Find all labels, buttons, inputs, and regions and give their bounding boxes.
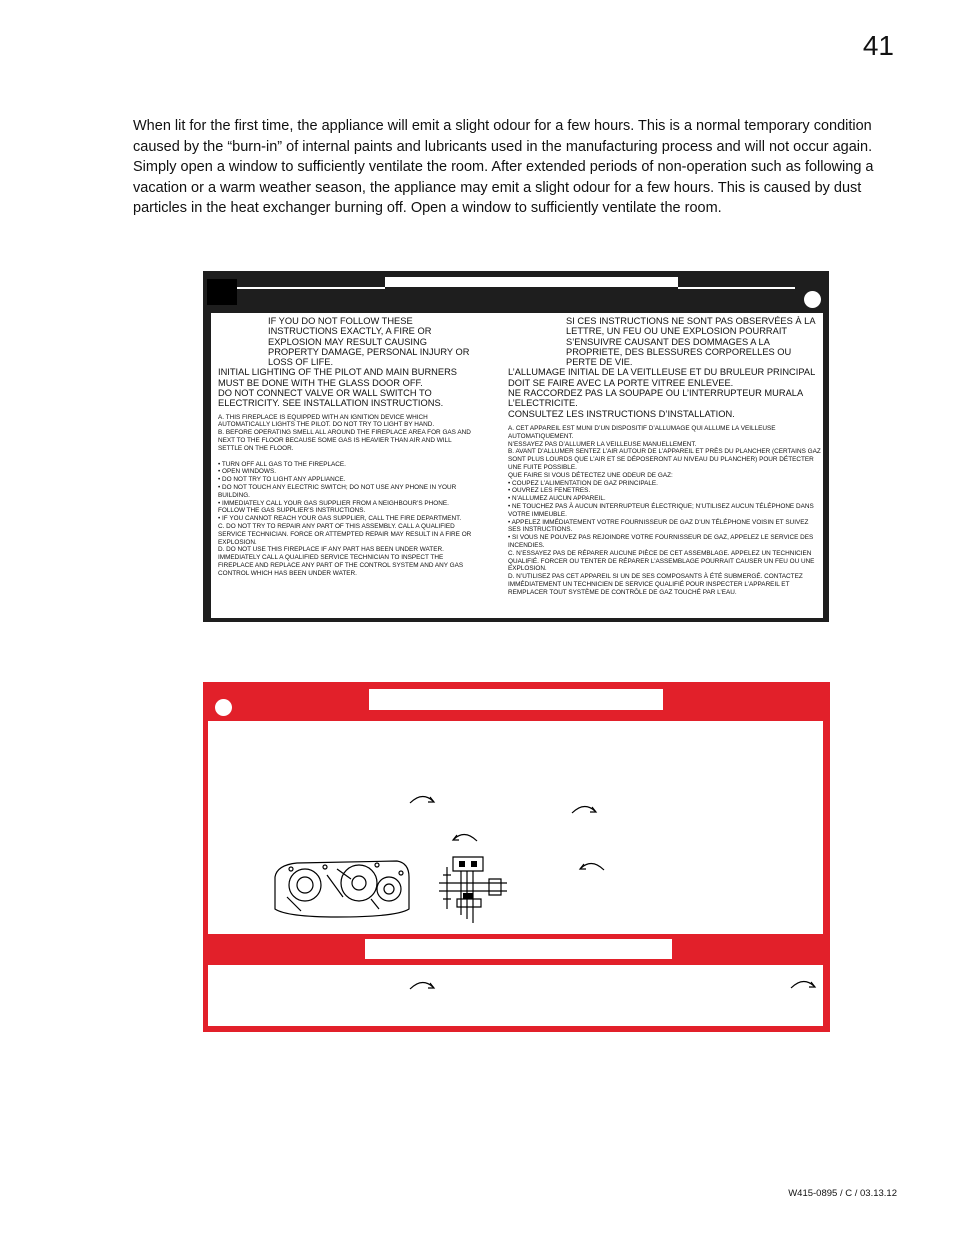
- gas-valve-diagram: [267, 849, 517, 931]
- safety-english-column: [218, 316, 474, 578]
- counterclockwise-arrow-icon: [451, 831, 479, 843]
- safety-en-bullet: • IF YOU CANNOT REACH YOUR GAS SUPPLIER, CALL THE FIRE DEPARTMENT.: [218, 515, 462, 523]
- warning-corner-block: [207, 279, 237, 305]
- safety-fr-consult: CONSULTEZ LES INSTRUCTIONS D’INSTALLATION.: [508, 408, 735, 419]
- safety-fr-warning: SI CES INSTRUCTIONS NE SONT PAS OBSERVÉES À LA LETTRE, UN FEU OU UNE EXPLOSION POURRAIT S’ENSUIVRE CAUSANT DES DOMMAGES A LA PROPRIETE, DES BLESSURES CORPORELLES OU PERTE DE VIE.: [566, 316, 816, 368]
- turn-off-title-bar: [365, 939, 672, 959]
- safety-en-bullet: • IMMEDIATELY CALL YOUR GAS SUPPLIER FROM A NEIGHBOUR’S PHONE. FOLLOW THE GAS SUPPLIER’S INSTRUCTIONS.: [218, 499, 449, 515]
- intro-paragraph: When lit for the first time, the appliance will emit a slight odour for a few hours. This is a normal temporary condition caused by the “burn-in” of internal paints and lubricants used in the manufacturing process and will not occur again. Simply open a window to sufficiently ventilate the room. After extended periods of non-operation such as following a vacation or a warm weather season, the appliance may emit a slight odour for a few hours. This is caused by dust particles in the heat exchanger burning off. Open a window to sufficiently ventilate the room.: [133, 118, 874, 216]
- safety-en-connect-warning: DO NOT CONNECT VALVE OR WALL SWITCH TO ELECTRICITY. SEE INSTALLATION INSTRUCTIONS.: [218, 388, 444, 409]
- page-number: 41: [862, 30, 894, 61]
- safety-fr-bullet: • APPELEZ IMMÉDIATEMENT VOTRE FOURNISSEUR DE GAZ D’UN TÉLÉPHONE VOISIN ET SUIVEZ SES INSTRUCTIONS.: [508, 518, 809, 534]
- safety-fr-line: INCENDIES.: [508, 541, 545, 549]
- safety-fr-bullet: • N’ALLUMEZ AUCUN APPAREIL.: [508, 495, 606, 503]
- safety-fr-step-b: B. AVANT D’ALLUMER SENTEZ L’AIR AUTOUR DE L’APPAREIL ET PRÈS DU PLANCHER (CERTAINS GAZ SONT PLUS LOURDS QUE L’AIR ET SE DÉPOSERONT AU NIVEAU DU PLANCHER) POUR DÉTECTER UNE FUITE POSSIBLE.: [508, 448, 821, 471]
- safety-fr-initial-lighting: L’ALLUMAGE INITIAL DE LA VEITLLEUSE ET DU BRULEUR PRINCIPAL DOIT SE FAIRE AVEC LA PORTE VITREE ENLEVEE.: [508, 367, 815, 388]
- header-rule-left: [237, 287, 385, 289]
- safety-fr-bullet: • SI VOUS NE POUVEZ PAS REJOINDRE VOTRE FOURNISSEUR DE GAZ, APPELEZ LE SERVICE DES: [508, 534, 814, 542]
- safety-fr-step-d: D. N’UTILISEZ PAS CET APPAREIL SI UN DE SES COMPOSANTS À ÉTÉ SUBMERGÉ. CONTACTEZ IMMÉDIATEMENT UN TECHNICIEN DE SERVICE QUALIFIÉ POUR INSPECTER L’APPAREIL ET REMPLACER TOUT SYSTÈME DE CONTRÔLE DE GAZ TOUCHÉ PAR L’EAU.: [508, 573, 803, 596]
- safety-content-panel: [211, 313, 823, 618]
- safety-fr-bullet: • COUPEZ L’ALIMENTATION DE GAZ PRINCIPALE.: [508, 479, 658, 487]
- safety-french-column: [508, 316, 822, 597]
- safety-en-step-b: B. BEFORE OPERATING SMELL ALL AROUND THE FIREPLACE AREA FOR GAS AND NEXT TO THE FLOOR BECAUSE SOME GAS IS HEAVIER THAN AIR AND WILL SETTLE ON THE FLOOR.: [218, 429, 471, 452]
- safety-fr-bullet: • OUVREZ LES FENETRES.: [508, 487, 591, 495]
- safety-en-bullet: • DO NOT TOUCH ANY ELECTRIC SWITCH; DO NOT USE ANY PHONE IN YOUR BUILDING.: [218, 484, 457, 499]
- safety-en-step-d: D. DO NOT USE THIS FIREPLACE IF ANY PART HAS BEEN UNDER WATER. IMMEDIATELY CALL A QUALIFIED SERVICE TECHNICIAN TO INSPECT THE FIREPLACE AND REPLACE ANY PART OF THE CONTROL SYSTEM AND ANY GAS CONTROL WHICH HAS BEEN UNDER WATER.: [218, 546, 464, 577]
- safety-fr-line: QUE FAIRE SI VOUS DÉTECTEZ UNE ODEUR DE GAZ:: [508, 471, 673, 479]
- safety-en-bullet: • OPEN WINDOWS.: [218, 468, 276, 476]
- safety-fr-bullet: • NE TOUCHEZ PAS À AUCUN INTERRUPTEUR ÉLECTRIQUE; N’UTILISEZ AUCUN TÉLÉPHONE DANS VOTRE IMMEUBLE.: [508, 502, 814, 518]
- safety-en-bullet: • TURN OFF ALL GAS TO THE FIREPLACE.: [218, 460, 346, 468]
- turn-off-instructions-panel: [208, 965, 823, 1026]
- warning-circle-icon: [804, 291, 821, 308]
- safety-en-step-a: A. THIS FIREPLACE IS EQUIPPED WITH AN IGNITION DEVICE WHICH AUTOMATICALLY LIGHTS THE PILOT. DO NOT TRY TO LIGHT BY HAND.: [218, 413, 435, 429]
- counterclockwise-arrow-icon: [578, 860, 606, 872]
- lighting-title-bar: [369, 689, 663, 710]
- clockwise-arrow-icon: [570, 803, 598, 815]
- header-rule-right: [678, 287, 795, 289]
- safety-en-warning: IF YOU DO NOT FOLLOW THESE INSTRUCTIONS EXACTLY, A FIRE OR EXPLOSION MAY RESULT CAUSING PROPERTY DAMAGE, PERSONAL INJURY OR LOSS OF LIFE.: [268, 316, 470, 368]
- lighting-instructions-box: [203, 682, 830, 1032]
- safety-fr-connect-warning: NE RACCORDEZ PAS LA SOUPAPE OU L’INTERRUPTEUR MURALA L’ELECTRICITE.: [508, 388, 803, 409]
- clockwise-arrow-icon: [789, 978, 817, 990]
- warning-circle-icon: [215, 699, 232, 716]
- clockwise-arrow-icon: [408, 979, 436, 991]
- safety-warning-box: [203, 271, 829, 622]
- document-code: W415-0895 / C / 03.13.12: [788, 1188, 897, 1199]
- safety-en-step-c: C. DO NOT TRY TO REPAIR ANY PART OF THIS ASSEMBLY. CALL A QUALIFIED SERVICE TECHNICIAN. FORCE OR ATTEMPTED REPAIR MAY RESULT IN A FIRE OR EXPLOSION.: [218, 523, 472, 546]
- safety-fr-step-a: A. CET APPAREIL EST MUNI D’UN DISPOSITIF D’ALLUMAGE QUI ALLUME LA VEILLEUSE AUTOMATIQUEMENT.: [508, 424, 776, 440]
- safety-fr-step-c: C. N’ESSAYEZ PAS DE RÉPARER AUCUNE PIÈCE DE CET ASSEMBLAGE. APPELEZ UN TECHNICIEN QUALIFIÉ. FORCER OU TENTER DE RÉPARER L’ASSEMBLAGE POURRAIT CAUSER UN FEU OU UNE EXPLOSION.: [508, 549, 815, 573]
- safety-en-bullet: • DO NOT TRY TO LIGHT ANY APPLIANCE.: [218, 476, 346, 484]
- safety-fr-line: N’ESSAYEZ PAS D’ALLUMER LA VEILLEUSE MANUELLEMENT.: [508, 440, 697, 448]
- safety-title-bar: [385, 277, 678, 287]
- safety-en-initial-lighting: INITIAL LIGHTING OF THE PILOT AND MAIN BURNERS MUST BE DONE WITH THE GLASS DOOR OFF.: [218, 367, 458, 388]
- lighting-instructions-panel: [208, 721, 823, 934]
- clockwise-arrow-icon: [408, 793, 436, 805]
